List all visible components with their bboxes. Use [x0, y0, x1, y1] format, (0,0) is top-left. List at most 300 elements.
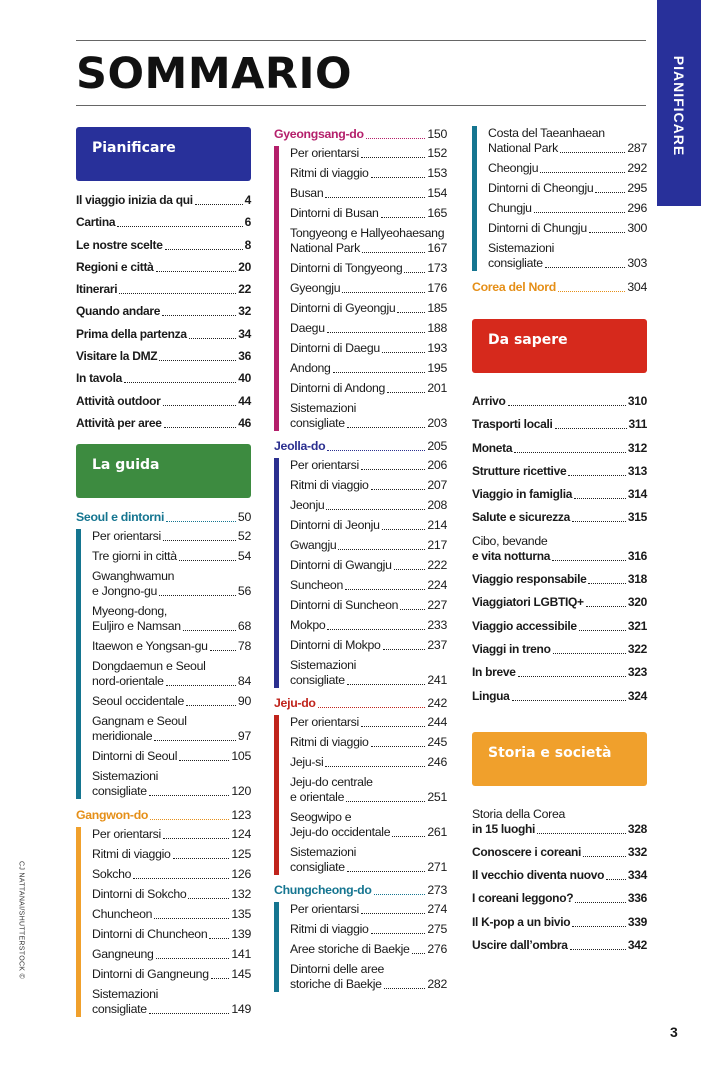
- toc-entry-corea-nord[interactable]: [472, 280, 647, 295]
- toc-entry[interactable]: [92, 749, 251, 764]
- entry-label: Per orientarsi: [290, 146, 359, 160]
- entry-last-line: [290, 977, 447, 992]
- toc-entry[interactable]: [92, 639, 251, 654]
- entry-page: 322: [627, 641, 647, 656]
- leader-dots: [159, 595, 236, 596]
- leader-dots: [382, 529, 426, 530]
- entry-page: 8: [244, 237, 251, 252]
- entry-page: 323: [627, 665, 647, 680]
- toc-entry[interactable]: [76, 327, 251, 342]
- toc-entry[interactable]: [76, 371, 251, 386]
- leader-dots: [545, 267, 626, 268]
- entry-last-line: [290, 825, 447, 840]
- leader-dots: [387, 392, 425, 393]
- entry-label: Prima della partenza: [76, 326, 187, 341]
- entry-label-line: Dongdaemun e Seoul: [92, 658, 206, 673]
- entry-label: Tre giorni in città: [92, 548, 177, 563]
- entry-label: meridionale: [92, 728, 153, 743]
- toc-entry[interactable]: [290, 578, 447, 593]
- toc-entry[interactable]: [92, 549, 251, 564]
- entry-last-line: [290, 860, 447, 875]
- leader-dots: [164, 427, 237, 428]
- leader-dots: [392, 836, 425, 837]
- leader-dots: [540, 172, 625, 173]
- leader-dots: [514, 452, 626, 453]
- toc-entry[interactable]: [290, 341, 447, 356]
- leader-dots: [342, 292, 425, 293]
- leader-dots: [325, 766, 425, 767]
- toc-entry[interactable]: [290, 226, 447, 256]
- entry-page: 36: [238, 349, 251, 364]
- entry-label-line: Gwanghwamun: [92, 568, 175, 583]
- toc-entry[interactable]: [290, 598, 447, 613]
- toc-entry[interactable]: [76, 304, 251, 319]
- toc-entry[interactable]: [92, 947, 251, 962]
- entry-label: Attività outdoor: [76, 393, 161, 408]
- toc-entry[interactable]: [472, 510, 647, 525]
- toc-entry[interactable]: [488, 201, 647, 216]
- entry-page: 167: [427, 241, 447, 255]
- entry-label: Viaggio responsabile: [472, 572, 587, 587]
- leader-dots: [381, 217, 426, 218]
- entry-label: Visitare la DMZ: [76, 349, 158, 364]
- toc-entry[interactable]: [290, 638, 447, 653]
- leader-dots: [400, 609, 425, 610]
- entry-label: Gwangju: [290, 538, 337, 552]
- section-heading: La guida: [92, 456, 160, 473]
- toc-entry[interactable]: [290, 942, 447, 957]
- toc-entry[interactable]: [92, 887, 251, 902]
- toc-entry[interactable]: [488, 181, 647, 196]
- seoul-sublist: [76, 529, 251, 799]
- entry-page: 90: [237, 693, 251, 708]
- chungcheong-cont-sublist: [472, 126, 647, 271]
- toc-entry[interactable]: [472, 891, 647, 906]
- entry-label-line: Gangnam e Seoul: [92, 713, 187, 728]
- toc-entry[interactable]: [290, 902, 447, 917]
- toc-entry-chungcheong[interactable]: [274, 883, 447, 898]
- entry-label: Viaggio in famiglia: [472, 487, 573, 502]
- photo-credit: CJ NATTANAI/SHUTTERSTOCK ©: [17, 861, 25, 979]
- entry-label: Jeolla-do: [274, 439, 326, 453]
- toc-entry[interactable]: [92, 847, 251, 862]
- toc-entry[interactable]: [290, 361, 447, 376]
- entry-label: Dintorni di Gangneung: [92, 966, 209, 981]
- entry-label: Jeonju: [290, 498, 325, 512]
- entry-page: 56: [237, 583, 251, 598]
- toc-entry[interactable]: [76, 394, 251, 409]
- toc-entry[interactable]: [76, 215, 251, 230]
- toc-entry[interactable]: [92, 604, 251, 634]
- entry-label: Dintorni di Daegu: [290, 341, 380, 355]
- entry-label: Itinerari: [76, 282, 118, 297]
- leader-dots: [318, 707, 426, 708]
- entry-page: 242: [427, 696, 447, 710]
- entry-last-line: [92, 784, 251, 799]
- toc-entry[interactable]: [290, 206, 447, 221]
- leader-dots: [412, 953, 426, 954]
- toc-entry-gyeongsang[interactable]: [274, 127, 447, 142]
- leader-dots: [154, 740, 236, 741]
- title-rule: [76, 105, 646, 106]
- entry-label-line: Sistemazioni: [488, 241, 555, 255]
- entry-page: 126: [231, 866, 251, 881]
- leader-dots: [366, 138, 426, 139]
- entry-page: 22: [238, 282, 251, 297]
- toc-entry-jeju[interactable]: [274, 696, 447, 711]
- top-rule: [76, 40, 646, 41]
- leader-dots: [606, 879, 626, 880]
- toc-entry[interactable]: [92, 714, 251, 744]
- entry-label-line: Sistemazioni: [92, 986, 159, 1001]
- toc-entry[interactable]: [290, 321, 447, 336]
- toc-entry[interactable]: [290, 775, 447, 805]
- toc-entry-jeolla[interactable]: [274, 439, 447, 454]
- leader-dots: [162, 315, 236, 316]
- leader-dots: [327, 450, 425, 451]
- leader-dots: [173, 858, 230, 859]
- entry-label: Dintorni di Andong: [290, 381, 386, 395]
- leader-dots: [119, 293, 236, 294]
- toc-entry[interactable]: [290, 281, 447, 296]
- entry-page: 105: [231, 748, 251, 763]
- entry-label: Per orientarsi: [290, 715, 359, 729]
- leader-dots: [327, 629, 425, 630]
- leader-dots: [361, 469, 425, 470]
- entry-label: Dintorni di Mokpo: [290, 638, 381, 652]
- toc-entry[interactable]: [92, 659, 251, 689]
- toc-entry[interactable]: [472, 595, 647, 610]
- entry-label: Suncheon: [290, 578, 343, 592]
- toc-entry[interactable]: [472, 915, 647, 930]
- toc-entry[interactable]: [290, 845, 447, 875]
- toc-entry[interactable]: [290, 498, 447, 513]
- toc-entry[interactable]: [92, 987, 251, 1017]
- leader-dots: [166, 685, 236, 686]
- leader-dots: [345, 589, 425, 590]
- entry-label: nord-orientale: [92, 673, 164, 688]
- leader-dots: [560, 152, 625, 153]
- entry-page: 311: [628, 417, 647, 432]
- entry-last-line: [290, 241, 447, 256]
- entry-label: Ritmi di viaggio: [92, 846, 171, 861]
- toc-entry[interactable]: [290, 381, 447, 396]
- leader-dots: [117, 226, 242, 227]
- entry-label: Gyeongsang-do: [274, 127, 364, 141]
- toc-entry[interactable]: [472, 487, 647, 502]
- leader-dots: [166, 521, 236, 522]
- toc-entry[interactable]: [290, 755, 447, 770]
- toc-entry[interactable]: [290, 962, 447, 992]
- toc-entry[interactable]: [290, 186, 447, 201]
- leader-dots: [371, 746, 426, 747]
- entry-page: 251: [427, 790, 447, 804]
- toc-entry[interactable]: [472, 619, 647, 634]
- toc-entry[interactable]: [290, 518, 447, 533]
- entry-last-line: [92, 674, 251, 689]
- toc-entry[interactable]: [92, 827, 251, 842]
- entry-page: 44: [238, 393, 251, 408]
- entry-page: 124: [231, 826, 251, 841]
- entry-page: 173: [427, 261, 447, 275]
- toc-entry[interactable]: [76, 238, 251, 253]
- entry-page: 135: [231, 906, 251, 921]
- section-gyeongsang: [274, 127, 447, 431]
- entry-last-line: [290, 790, 447, 805]
- entry-page: 32: [238, 304, 251, 319]
- entry-page: 304: [627, 280, 647, 294]
- toc-entry[interactable]: [488, 126, 647, 156]
- toc-entry[interactable]: [290, 261, 447, 276]
- entry-label: Regioni e città: [76, 259, 154, 274]
- section-box-la-guida: [76, 444, 251, 498]
- toc-entry[interactable]: [472, 534, 647, 564]
- entry-label: Dintorni di Seoul: [92, 748, 178, 763]
- toc-entry[interactable]: [290, 618, 447, 633]
- toc-entry[interactable]: [488, 241, 647, 271]
- toc-entry[interactable]: [472, 642, 647, 657]
- toc-entry[interactable]: [92, 769, 251, 799]
- toc-entry[interactable]: [290, 478, 447, 493]
- leader-dots: [186, 705, 236, 706]
- entry-label: Trasporti locali: [472, 417, 553, 432]
- entry-label: consigliate: [92, 1001, 147, 1016]
- entry-label: Ritmi di viaggio: [290, 166, 369, 180]
- entry-label: Jeju-do: [274, 696, 316, 710]
- entry-page: 20: [238, 259, 251, 274]
- toc-entry[interactable]: [76, 349, 251, 364]
- leader-dots: [572, 521, 626, 522]
- entry-label: Quando andare: [76, 304, 161, 319]
- entry-page: 208: [427, 498, 447, 512]
- toc-entry[interactable]: [92, 867, 251, 882]
- toc-entry[interactable]: [290, 401, 447, 431]
- entry-label: Arrivo: [472, 394, 506, 408]
- toc-entry[interactable]: [290, 735, 447, 750]
- entry-page: 46: [238, 415, 251, 430]
- leader-dots: [371, 933, 426, 934]
- entry-label: Lingua: [472, 688, 510, 703]
- toc-entry[interactable]: [290, 715, 447, 730]
- entry-label: Andong: [290, 361, 331, 375]
- leader-dots: [179, 560, 236, 561]
- entry-page: 271: [427, 860, 447, 874]
- entry-label-line: Sistemazioni: [290, 401, 357, 415]
- toc-entry[interactable]: [472, 807, 647, 837]
- toc-entry[interactable]: [92, 907, 251, 922]
- toc-entry-gangwon[interactable]: [76, 808, 251, 823]
- toc-entry[interactable]: [290, 558, 447, 573]
- toc-entry[interactable]: [290, 658, 447, 688]
- toc-entry-seoul[interactable]: [76, 510, 251, 525]
- leader-dots: [347, 684, 426, 685]
- entry-page: 84: [237, 673, 251, 688]
- entry-label: Gangwon-do: [76, 807, 149, 822]
- toc-entry[interactable]: [472, 845, 647, 860]
- toc-entry[interactable]: [290, 810, 447, 840]
- leader-dots: [397, 312, 425, 313]
- leader-dots: [508, 405, 626, 406]
- toc-entry[interactable]: [76, 260, 251, 275]
- entry-last-line: [92, 619, 251, 634]
- entry-page: 292: [627, 161, 647, 175]
- toc-entry[interactable]: [290, 166, 447, 181]
- entry-page: 241: [427, 673, 447, 687]
- column-2: [274, 127, 447, 992]
- entry-page: 149: [231, 1001, 251, 1016]
- leader-dots: [156, 271, 237, 272]
- section-box-storia: [472, 732, 647, 786]
- toc-entry[interactable]: [92, 694, 251, 709]
- entry-last-line: [472, 549, 647, 564]
- entry-page: 152: [427, 146, 447, 160]
- entry-page: 261: [427, 825, 447, 839]
- entry-page: 315: [627, 510, 647, 525]
- entry-label: Ritmi di viaggio: [290, 735, 369, 749]
- entry-label: Viaggi in treno: [472, 641, 551, 656]
- toc-entry[interactable]: [472, 938, 647, 953]
- leader-dots: [555, 428, 627, 429]
- entry-label: Sokcho: [92, 866, 132, 881]
- toc-entry[interactable]: [290, 538, 447, 553]
- leader-dots: [361, 913, 425, 914]
- leader-dots: [163, 405, 237, 406]
- entry-label: Il vecchio diventa nuovo: [472, 868, 605, 883]
- entry-page: 227: [427, 598, 447, 612]
- toc-entry[interactable]: [488, 221, 647, 236]
- leader-dots: [512, 700, 626, 701]
- leader-dots: [346, 801, 425, 802]
- column-3: [472, 127, 647, 961]
- entry-page: 54: [237, 548, 251, 563]
- toc-entry[interactable]: [290, 146, 447, 161]
- entry-last-line: [92, 584, 251, 599]
- entry-label: Strutture ricettive: [472, 463, 567, 478]
- side-tab[interactable]: [657, 0, 701, 206]
- entry-label: In tavola: [76, 371, 122, 386]
- entry-page: 339: [627, 914, 647, 929]
- leader-dots: [149, 1013, 230, 1014]
- toc-entry[interactable]: [92, 529, 251, 544]
- section-box-da-sapere: [472, 319, 647, 373]
- entry-label: Seoul occidentale: [92, 693, 184, 708]
- entry-page: 287: [627, 141, 647, 155]
- entry-page: 176: [427, 281, 447, 295]
- leader-dots: [188, 898, 229, 899]
- entry-label-line: Sistemazioni: [290, 845, 357, 859]
- entry-label: consigliate: [92, 783, 147, 798]
- entry-page: 154: [427, 186, 447, 200]
- entry-label-line: Tongyeong e Hallyeohaesang: [290, 226, 445, 240]
- leader-dots: [371, 489, 426, 490]
- leader-dots: [371, 177, 426, 178]
- leader-dots: [568, 475, 626, 476]
- entry-label: Per orientarsi: [290, 902, 359, 916]
- entry-last-line: [488, 141, 647, 156]
- entry-page: 132: [231, 886, 251, 901]
- entry-last-line: [472, 822, 647, 837]
- gangwon-sublist: [76, 827, 251, 1017]
- leader-dots: [150, 819, 229, 820]
- toc-entry[interactable]: [76, 282, 251, 297]
- entry-page: 125: [231, 846, 251, 861]
- entry-page: 78: [237, 638, 251, 653]
- entry-page: 34: [238, 326, 251, 341]
- leader-dots: [579, 630, 626, 631]
- entry-page: 145: [231, 966, 251, 981]
- entry-page: 205: [427, 439, 447, 453]
- leader-dots: [570, 949, 626, 950]
- toc-entry[interactable]: [472, 689, 647, 704]
- toc-entry[interactable]: [290, 458, 447, 473]
- toc-entry[interactable]: [290, 301, 447, 316]
- entry-page: 275: [427, 922, 447, 936]
- entry-page: 246: [427, 755, 447, 769]
- toc-entry[interactable]: [76, 193, 251, 208]
- toc-entry[interactable]: [92, 967, 251, 982]
- entry-page: 324: [627, 688, 647, 703]
- toc-entry[interactable]: [472, 572, 647, 587]
- leader-dots: [149, 795, 230, 796]
- entry-label: I coreani leggono?: [472, 891, 574, 906]
- toc-entry[interactable]: [92, 569, 251, 599]
- entry-label: Ritmi di viaggio: [290, 478, 369, 492]
- jeolla-sublist: [274, 458, 447, 688]
- entry-last-line: [92, 729, 251, 744]
- leader-dots: [209, 938, 229, 939]
- toc-entry[interactable]: [92, 927, 251, 942]
- leader-dots: [589, 232, 625, 233]
- toc-entry[interactable]: [472, 868, 647, 883]
- entry-label: Per orientarsi: [92, 826, 161, 841]
- entry-label: Uscire dall’ombra: [472, 938, 568, 953]
- entry-label: Daegu: [290, 321, 325, 335]
- entry-label: consigliate: [290, 860, 345, 874]
- column-1: [76, 127, 251, 1017]
- entry-page: 313: [627, 463, 647, 478]
- leader-dots: [572, 926, 626, 927]
- leader-dots: [553, 653, 626, 654]
- leader-dots: [394, 569, 426, 570]
- entry-page: 314: [627, 487, 647, 502]
- toc-entry[interactable]: [472, 441, 647, 456]
- entry-last-line: [488, 256, 647, 271]
- toc-entry[interactable]: [76, 416, 251, 431]
- toc-entry[interactable]: [472, 665, 647, 680]
- entry-label-line: Jeju-do centrale: [290, 775, 373, 789]
- entry-label-line: Costa del Taeanhaean: [488, 126, 605, 140]
- storia-list: [472, 807, 647, 953]
- leader-dots: [189, 338, 237, 339]
- entry-last-line: [92, 1002, 251, 1017]
- toc-entry[interactable]: [488, 161, 647, 176]
- entry-label: Itaewon e Yongsan-gu: [92, 638, 208, 653]
- leader-dots: [384, 988, 426, 989]
- toc-entry[interactable]: [472, 417, 647, 432]
- entry-label: in 15 luoghi: [472, 821, 536, 836]
- leader-dots: [156, 958, 230, 959]
- toc-entry[interactable]: [472, 394, 647, 409]
- entry-page: 207: [427, 478, 447, 492]
- entry-page: 303: [627, 256, 647, 270]
- entry-page: 336: [627, 891, 647, 906]
- entry-page: 150: [427, 127, 447, 141]
- toc-entry[interactable]: [472, 464, 647, 479]
- leader-dots: [575, 902, 626, 903]
- toc-entry[interactable]: [290, 922, 447, 937]
- entry-last-line: [290, 673, 447, 688]
- entry-page: 201: [427, 381, 447, 395]
